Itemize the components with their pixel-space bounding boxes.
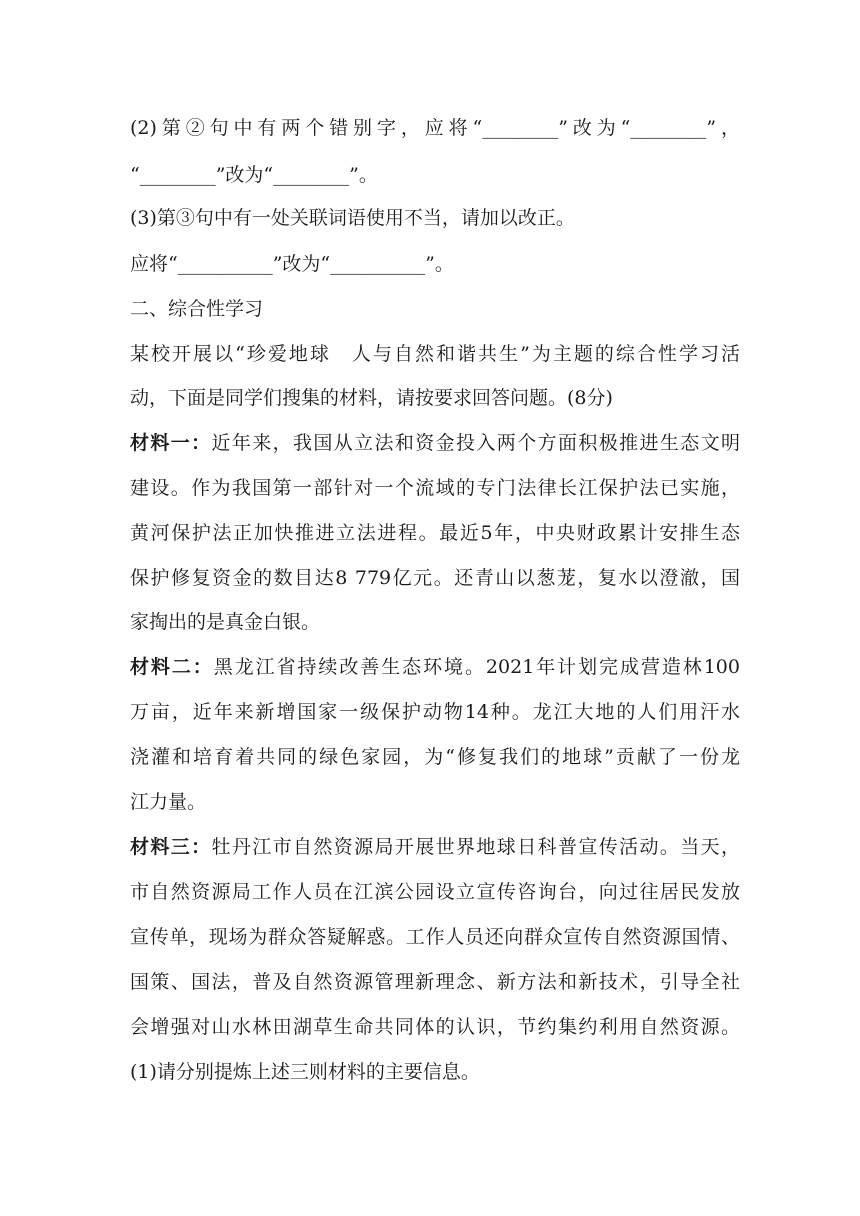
question-1-prompt: (1)请分别提炼上述三则材料的主要信息。: [130, 1061, 480, 1083]
material-3-line-3: 宣传单，现场为群众答疑解惑。工作人员还向群众宣传自然资源国情、: [130, 926, 740, 948]
question-3-line-2: 应将“__________”改为“__________”。: [130, 253, 454, 275]
material-2-text: 黑龙江省持续改善生态环境。2021年计划完成营造林100: [213, 656, 740, 678]
question-2-line-1: (2)第②句中有两个错别字，应将“________”改为“________”，: [130, 117, 740, 139]
material-3-line-2: 市自然资源局工作人员在江滨公园设立宣传咨询台，向过往居民发放: [130, 881, 740, 903]
material-2-line-3: 浇灌和培育着共同的绿色家园，为“修复我们的地球”贡献了一份龙: [130, 746, 740, 768]
material-2-line-1: [130, 652, 740, 682]
material-3-label: 材料三：: [130, 836, 212, 858]
material-1-line-5: 家掏出的是真金白银。: [130, 611, 321, 633]
material-3-line-4: 国策、国法，普及自然资源管理新理念、新方法和新技术，引导全社: [130, 971, 740, 993]
material-3-text: 牡丹江市自然资源局开展世界地球日科普宣传活动。当天，: [211, 836, 740, 858]
intro-line-1: 某校开展以“珍爱地球 人与自然和谐共生”为主题的综合性学习活: [130, 343, 740, 365]
material-1-line-4: 保护修复资金的数目达8 779亿元。还青山以葱茏，复水以澄澈，国: [130, 567, 740, 589]
material-1-label: 材料一：: [130, 432, 212, 454]
material-2-label: 材料二：: [130, 656, 214, 678]
material-1-text: 近年来，我国从立法和资金投入两个方面积极推进生态文明: [211, 432, 740, 454]
material-1-line-3: 黄河保护法正加快推进立法进程。最近5年，中央财政累计安排生态: [130, 522, 740, 544]
intro-line-2: 动，下面是同学们搜集的材料，请按要求回答问题。(8分): [130, 387, 613, 409]
question-3-line-1: (3)第③句中有一处关联词语使用不当，请加以改正。: [130, 207, 575, 229]
material-3-line-5: 会增强对山水林田湖草生命共同体的认识，节约集约利用自然资源。: [130, 1016, 740, 1038]
section-heading: 二、综合性学习: [130, 298, 264, 320]
material-2-line-2: 万亩，近年来新增国家一级保护动物14种。龙江大地的人们用汗水: [130, 701, 740, 723]
material-3-line-1: [130, 832, 740, 862]
material-1-line-1: [130, 428, 740, 458]
material-1-line-2: 建设。作为我国第一部针对一个流域的专门法律长江保护法已实施，: [130, 477, 740, 499]
material-2-line-4: 江力量。: [130, 791, 207, 813]
question-2-line-2: “________”改为“________”。: [130, 164, 378, 186]
